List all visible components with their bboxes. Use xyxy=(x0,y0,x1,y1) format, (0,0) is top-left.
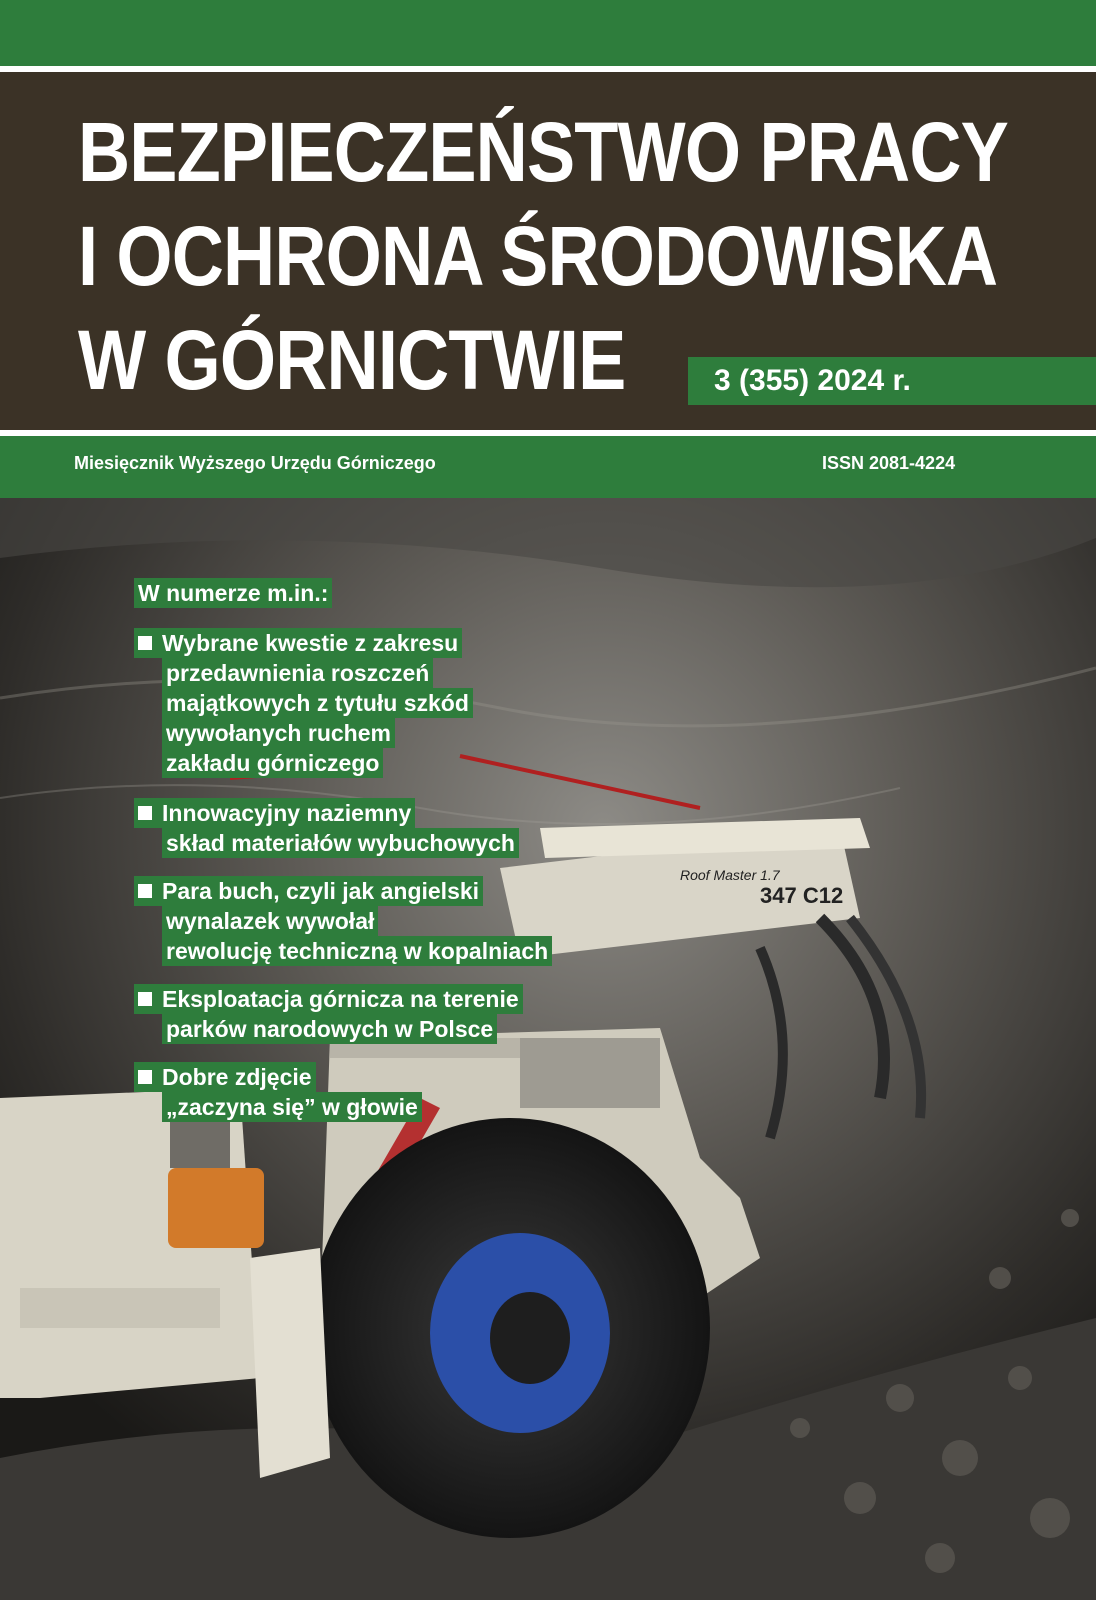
square-bullet-icon xyxy=(138,884,152,898)
contents-item: Innowacyjny naziemny skład materiałów wybuchowych xyxy=(134,798,519,858)
square-bullet-icon xyxy=(138,806,152,820)
title-line-2: I OCHRONA ŚRODOWISKA xyxy=(78,209,998,303)
issue-number: 3 (355) 2024 r. xyxy=(688,357,1096,405)
square-bullet-icon xyxy=(138,636,152,650)
contents-item: Wybrane kwestie z zakresu przedawnienia roszczeń majątkowych z tytułu szkód wywołanych ruchem zakładu górniczego xyxy=(134,628,473,778)
machine-label-1: Roof Master 1.7 xyxy=(680,867,780,883)
title-line-3: W GÓRNICTWIE xyxy=(78,313,626,407)
contents-item: Para buch, czyli jak angielski wynalazek wywołał rewolucję techniczną w kopalniach xyxy=(134,876,552,966)
contents-item: Dobre zdjęcie „zaczyna się” w głowie xyxy=(134,1062,422,1122)
machine-label-2: 347 C12 xyxy=(760,883,844,908)
publisher-subtitle: Miesięcznik Wyższego Urzędu Górniczego xyxy=(74,453,436,473)
title-line-1: BEZPIECZEŃSTWO PRACY xyxy=(78,105,1009,199)
issn-number: ISSN 2081-4224 xyxy=(822,453,956,473)
contents-item: Eksploatacja górnicza na terenie parków narodowych w Polsce xyxy=(134,984,523,1044)
top-green-bar xyxy=(0,0,1096,66)
square-bullet-icon xyxy=(138,992,152,1006)
square-bullet-icon xyxy=(138,1070,152,1084)
contents-heading: W numerze m.in.: xyxy=(134,578,332,608)
